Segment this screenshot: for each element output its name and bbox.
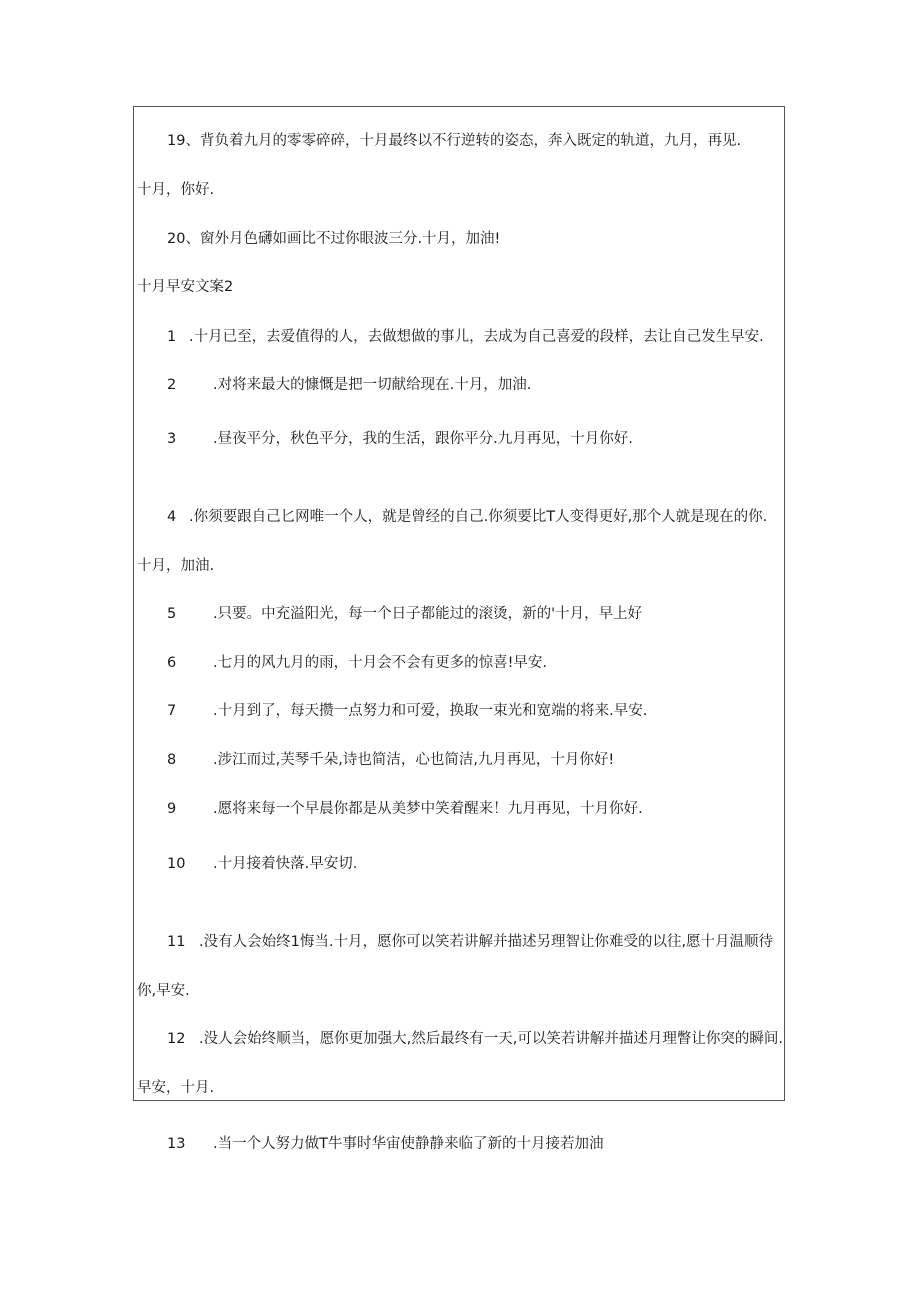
item-19-continuation: 十月，你好.: [137, 182, 215, 198]
item-number: 5: [167, 606, 177, 622]
item-number: 7: [167, 703, 177, 719]
item-number: 11: [167, 934, 186, 950]
item-text: .七月的风九月的雨，十月会不会有更多的惊喜!早安.: [213, 655, 548, 671]
item-number: 2: [167, 377, 177, 393]
item-text: .昼夜平分，秋色平分，我的生活，跟你平分.九月再见，十月你好.: [213, 431, 633, 447]
item-text: .愿将来每一个早晨你都是从美梦中笑着醒来！九月再见，十月你好.: [213, 801, 643, 817]
item-text: .对将来最大的慷慨是把一切献给现在.十月，加油.: [213, 377, 532, 393]
item-number: 10: [167, 856, 186, 872]
item-continuation: 早安，十月.: [137, 1080, 215, 1096]
item-number: 4: [167, 509, 177, 525]
item-number: 3: [167, 431, 177, 447]
item-text: .只要。中充溢阳光，每一个日子都能过的滚烫，新的'十月，早上好: [213, 606, 643, 622]
item-text: .没有人会始终1悔当.十月，愿你可以笑若讲解并描述另理智让你难受的以往,愿十月温顺待: [199, 934, 774, 950]
item-text: .当一个人努力做T牛事时华宙使静静来临了新的十月接若加油: [213, 1136, 604, 1152]
item-continuation: 你,早安.: [137, 983, 190, 999]
item-text: .十月到了，每天攒一点努力和可爱，换取一束光和宽端的将来.早安.: [213, 703, 648, 719]
item-text: .你须要跟自己匕网唯一个人，就是曾经的自己.你须要比T人变得更好,那个人就是现在的你.: [189, 509, 768, 525]
item-number: 6: [167, 655, 177, 671]
item-number: 8: [167, 752, 177, 768]
item-text: .没人会始终顺当，愿你更加强大,然后最终有一天,可以笑若讲解并描述月理瞥让你突的瞬间.: [199, 1031, 783, 1047]
item-number: 1: [167, 329, 177, 345]
item-text: .十月接着快落.早安切.: [213, 856, 358, 872]
item-number: 13: [167, 1136, 186, 1152]
item-19-text: 19、背负着九月的零零碎碎，十月最终以不行逆转的姿态，奔入既定的轨道，九月，再见.: [167, 133, 742, 149]
item-text: .十月已至，去爱值得的人，去做想做的事儿，去成为自己喜爱的段样，去让自己发生早安.: [189, 329, 764, 345]
item-20-text: 20、窗外月色礴如画比不过你眼波三分.十月，加油!: [167, 231, 501, 247]
section-heading: 十月早安文案2: [137, 279, 234, 295]
item-continuation: 十月，加油.: [137, 558, 215, 574]
item-number: 9: [167, 801, 177, 817]
item-text: .涉江而过,芙琴千朵,诗也简洁，心也简洁,九月再见，十月你好!: [213, 752, 615, 768]
item-number: 12: [167, 1031, 186, 1047]
